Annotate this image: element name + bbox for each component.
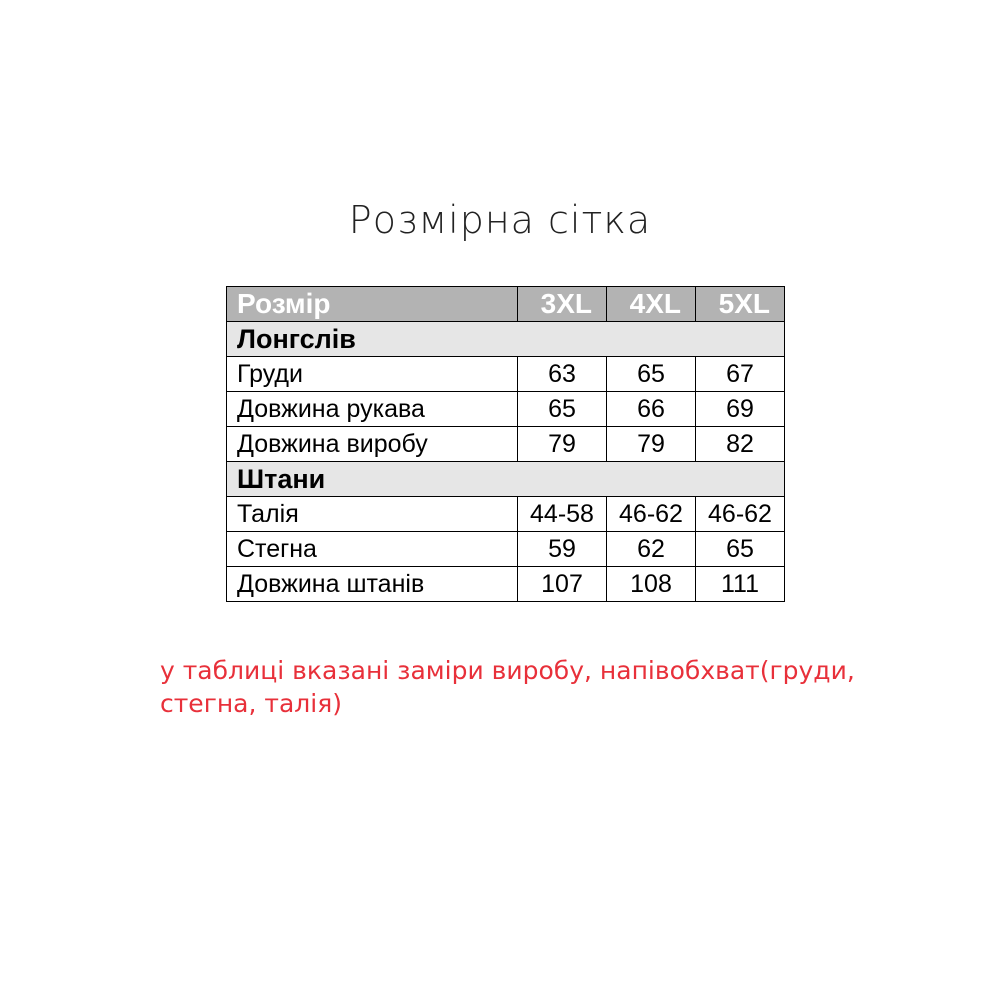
size-header-5xl: 5XL xyxy=(696,287,785,322)
table-cell: 65 xyxy=(696,532,785,567)
table-cell: 107 xyxy=(518,567,607,602)
row-label: Груди xyxy=(227,357,518,392)
table-cell: 69 xyxy=(696,392,785,427)
table-cell: 79 xyxy=(518,427,607,462)
table-row xyxy=(227,497,785,532)
table-cell: 79 xyxy=(607,427,696,462)
table-cell: 63 xyxy=(518,357,607,392)
table-cell: 65 xyxy=(518,392,607,427)
size-header-4xl: 4XL xyxy=(607,287,696,322)
row-label: Талія xyxy=(227,497,518,532)
table-cell: 59 xyxy=(518,532,607,567)
table-row xyxy=(227,357,785,392)
table-cell: 65 xyxy=(607,357,696,392)
table-row xyxy=(227,567,785,602)
table-cell: 62 xyxy=(607,532,696,567)
row-label: Довжина рукава xyxy=(227,392,518,427)
size-header-label: Розмір xyxy=(227,287,518,322)
table-row xyxy=(227,392,785,427)
section-title: Штани xyxy=(227,462,785,497)
section-row-longsleeve xyxy=(227,322,785,357)
table-cell: 108 xyxy=(607,567,696,602)
measurement-note: у таблиці вказані заміри виробу, напівобхват(груди, стегна, талія) xyxy=(160,656,855,718)
row-label: Довжина штанів xyxy=(227,567,518,602)
table-header-row xyxy=(227,287,785,322)
table-cell: 67 xyxy=(696,357,785,392)
table-row xyxy=(227,427,785,462)
table-cell: 66 xyxy=(607,392,696,427)
section-title: Лонгслів xyxy=(227,322,785,357)
size-header-3xl: 3XL xyxy=(518,287,607,322)
table-row xyxy=(227,532,785,567)
page-title: Розмірна сітка xyxy=(348,198,652,242)
section-row-pants xyxy=(227,462,785,497)
row-label: Стегна xyxy=(227,532,518,567)
table-cell: 46-62 xyxy=(696,497,785,532)
table-cell: 46-62 xyxy=(607,497,696,532)
table-cell: 44-58 xyxy=(518,497,607,532)
size-chart-table xyxy=(226,286,785,602)
table-cell: 82 xyxy=(696,427,785,462)
table-cell: 111 xyxy=(696,567,785,602)
row-label: Довжина виробу xyxy=(227,427,518,462)
